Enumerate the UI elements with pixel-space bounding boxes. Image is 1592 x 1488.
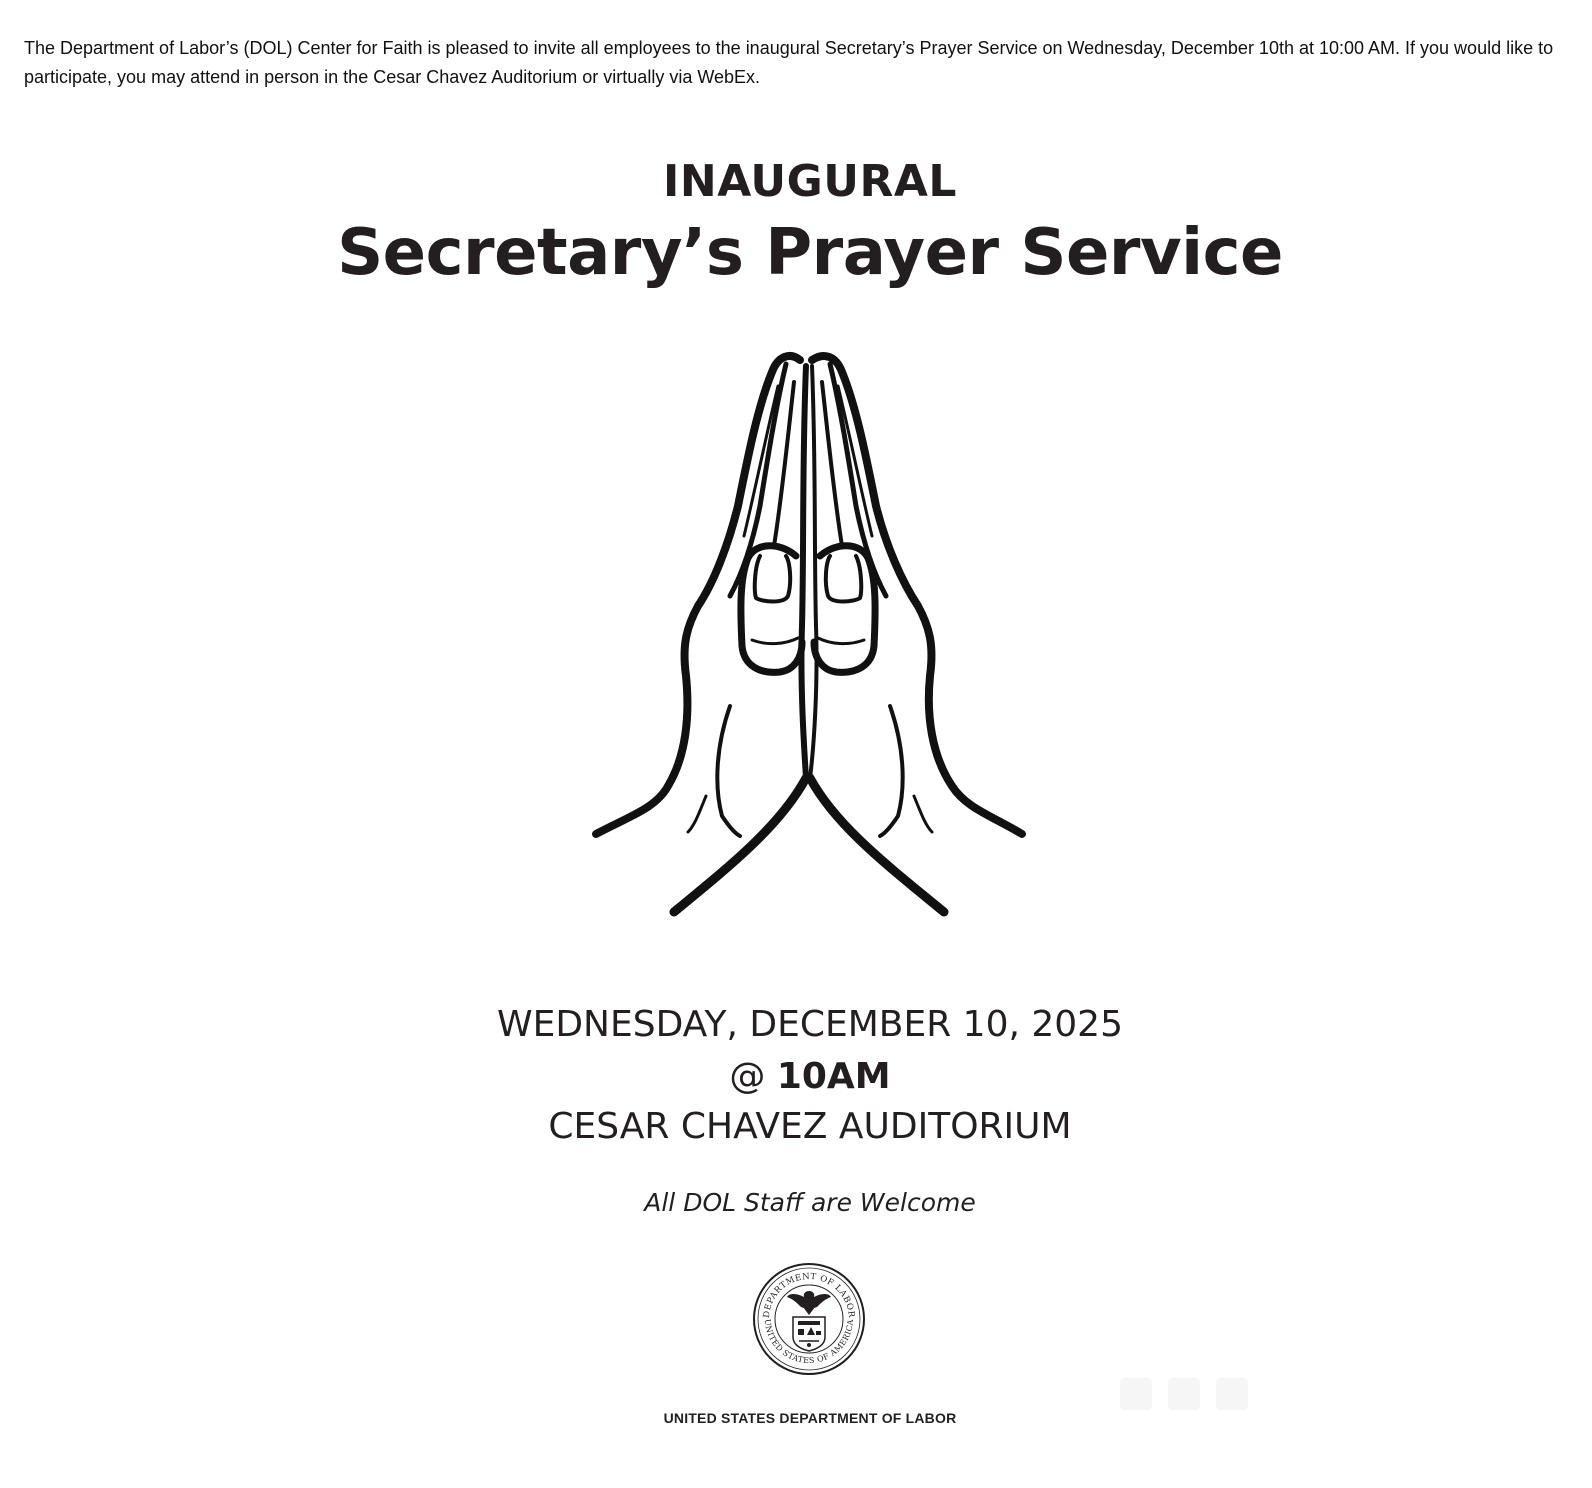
flyer-title: Secretary’s Prayer Service [337, 216, 1283, 290]
intro-paragraph: The Department of Labor’s (DOL) Center for Faith is pleased to invite all employees to the inaugural Secretary’s Prayer Service on Wednesday, December 10th at 10:00 AM. If you would like to participate, you may attend in person in the Cesar Chavez Auditorium or virtually via WebEx. [24, 38, 1554, 87]
agency-name: UNITED STATES DEPARTMENT OF LABOR [663, 1410, 957, 1426]
time-value: 10AM [776, 1056, 891, 1097]
praying-hands-icon [590, 346, 1030, 926]
faint-share-icons [1120, 1378, 1250, 1412]
seal-bottom-text: UNITED STATES OF AMERICA [762, 1318, 856, 1366]
seal-top-text: DEPARTMENT OF LABOR [761, 1271, 857, 1319]
dol-seal-icon [751, 1261, 867, 1377]
faint-share-icon [1168, 1378, 1200, 1410]
event-venue: CESAR CHAVEZ AUDITORIUM [548, 1106, 1072, 1147]
faint-share-icon [1216, 1378, 1248, 1410]
event-time [0, 1056, 1592, 1097]
flyer-kicker: INAUGURAL [663, 156, 957, 207]
time-prefix: @ [729, 1056, 766, 1097]
faint-share-icon [1120, 1378, 1152, 1410]
event-date: WEDNESDAY, DECEMBER 10, 2025 [496, 1004, 1123, 1045]
welcome-note: All DOL Staff are Welcome [644, 1188, 976, 1217]
